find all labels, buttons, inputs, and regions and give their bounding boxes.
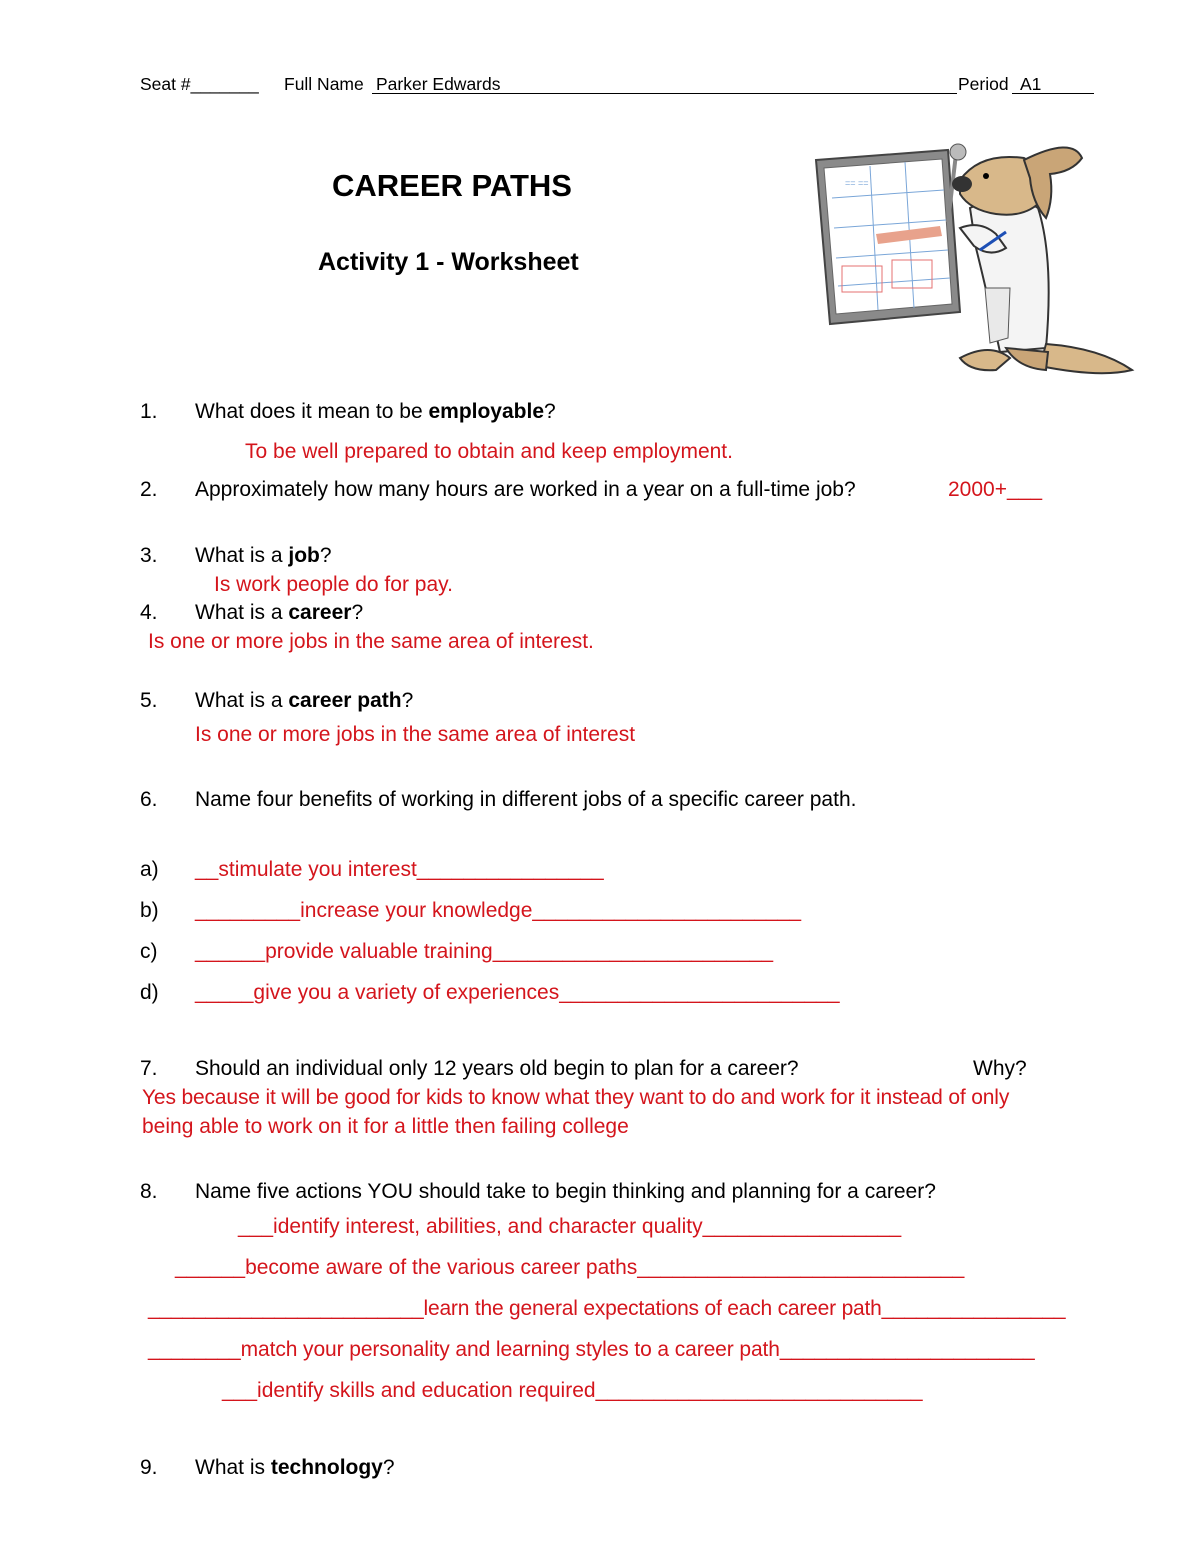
q3-number: 3. xyxy=(140,544,158,567)
page-subtitle: Activity 1 - Worksheet xyxy=(318,248,579,276)
q3-post: ? xyxy=(319,544,332,567)
q4-text xyxy=(195,601,363,625)
benefit-a-label: a) xyxy=(140,858,159,881)
q2-number: 2. xyxy=(140,478,158,501)
dog-doctor-chart-icon xyxy=(810,138,1140,383)
q1-post: ? xyxy=(544,400,556,423)
q4-answer: Is one or more jobs in the same area of interest. xyxy=(148,630,594,653)
q4-number: 4. xyxy=(140,601,158,624)
full-name-value: Parker Edwards xyxy=(376,74,501,94)
q7-why: Why? xyxy=(973,1057,1027,1080)
q9-number: 9. xyxy=(140,1456,158,1479)
q5-bold: career path xyxy=(288,689,402,712)
q7-answer-line2: being able to work on it for a little then failing college xyxy=(142,1115,629,1138)
seat-label: Seat #_______ xyxy=(140,74,259,94)
q8-number: 8. xyxy=(140,1180,158,1203)
q4-pre: What is a xyxy=(195,601,289,624)
q3-bold: job xyxy=(288,544,320,567)
q3-answer: Is work people do for pay. xyxy=(214,573,453,596)
q2-text: Approximately how many hours are worked in a year on a full-time job? xyxy=(195,478,856,501)
benefit-c: ______provide valuable training________________________ xyxy=(195,940,774,963)
action-2: ______become aware of the various career paths____________________________ xyxy=(175,1256,965,1279)
benefit-a: __stimulate you interest________________ xyxy=(195,858,604,881)
action-5: ___identify skills and education required____________________________ xyxy=(222,1379,923,1402)
action-4: ________match your personality and learning styles to a career path______________________ xyxy=(148,1338,1035,1361)
q1-answer: To be well prepared to obtain and keep employment. xyxy=(245,440,733,463)
q4-post: ? xyxy=(351,601,364,624)
q6-number: 6. xyxy=(140,788,158,811)
q4-bold: career xyxy=(288,601,352,624)
q1-bold: employable xyxy=(428,400,545,423)
q5-pre: What is a xyxy=(195,689,289,712)
q1-number: 1. xyxy=(140,400,158,423)
q8-text: Name five actions YOU should take to begin thinking and planning for a career? xyxy=(195,1180,936,1203)
q3-text xyxy=(195,544,332,568)
q5-text xyxy=(195,689,413,713)
benefit-d-label: d) xyxy=(140,981,159,1004)
q5-answer: Is one or more jobs in the same area of interest xyxy=(195,723,636,746)
q9-pre: What is xyxy=(195,1456,271,1479)
svg-text:== ==: == == xyxy=(845,178,869,188)
q1-pre: What does it mean to be xyxy=(195,400,429,423)
q6-text: Name four benefits of working in different jobs of a specific career path. xyxy=(195,788,857,811)
page-title: CAREER PATHS xyxy=(332,168,572,203)
q5-post: ? xyxy=(401,689,414,712)
benefit-b-label: b) xyxy=(140,899,159,922)
full-name-label: Full Name xyxy=(284,74,364,94)
q5-number: 5. xyxy=(140,689,158,712)
q7-answer-line1: Yes because it will be good for kids to know what they want to do and work for it instead of only xyxy=(142,1086,1010,1109)
q3-pre: What is a xyxy=(195,544,289,567)
q1-text xyxy=(195,400,556,424)
q9-text xyxy=(195,1456,395,1480)
benefit-b: _________increase your knowledge_______________________ xyxy=(195,899,802,922)
period-value: A1 xyxy=(1020,74,1042,94)
q7-text: Should an individual only 12 years old begin to plan for a career? xyxy=(195,1057,799,1080)
q2-answer: 2000+___ xyxy=(948,478,1043,501)
benefit-c-label: c) xyxy=(140,940,158,963)
action-1: ___identify interest, abilities, and character quality_________________ xyxy=(238,1215,902,1238)
q9-post: ? xyxy=(382,1456,395,1479)
benefit-d: _____give you a variety of experiences________________________ xyxy=(195,981,840,1004)
q9-bold: technology xyxy=(270,1456,383,1479)
action-3: ________________________learn the general expectations of each career path________________ xyxy=(148,1297,1066,1320)
q7-number: 7. xyxy=(140,1057,158,1080)
period-label: Period xyxy=(958,74,1009,94)
